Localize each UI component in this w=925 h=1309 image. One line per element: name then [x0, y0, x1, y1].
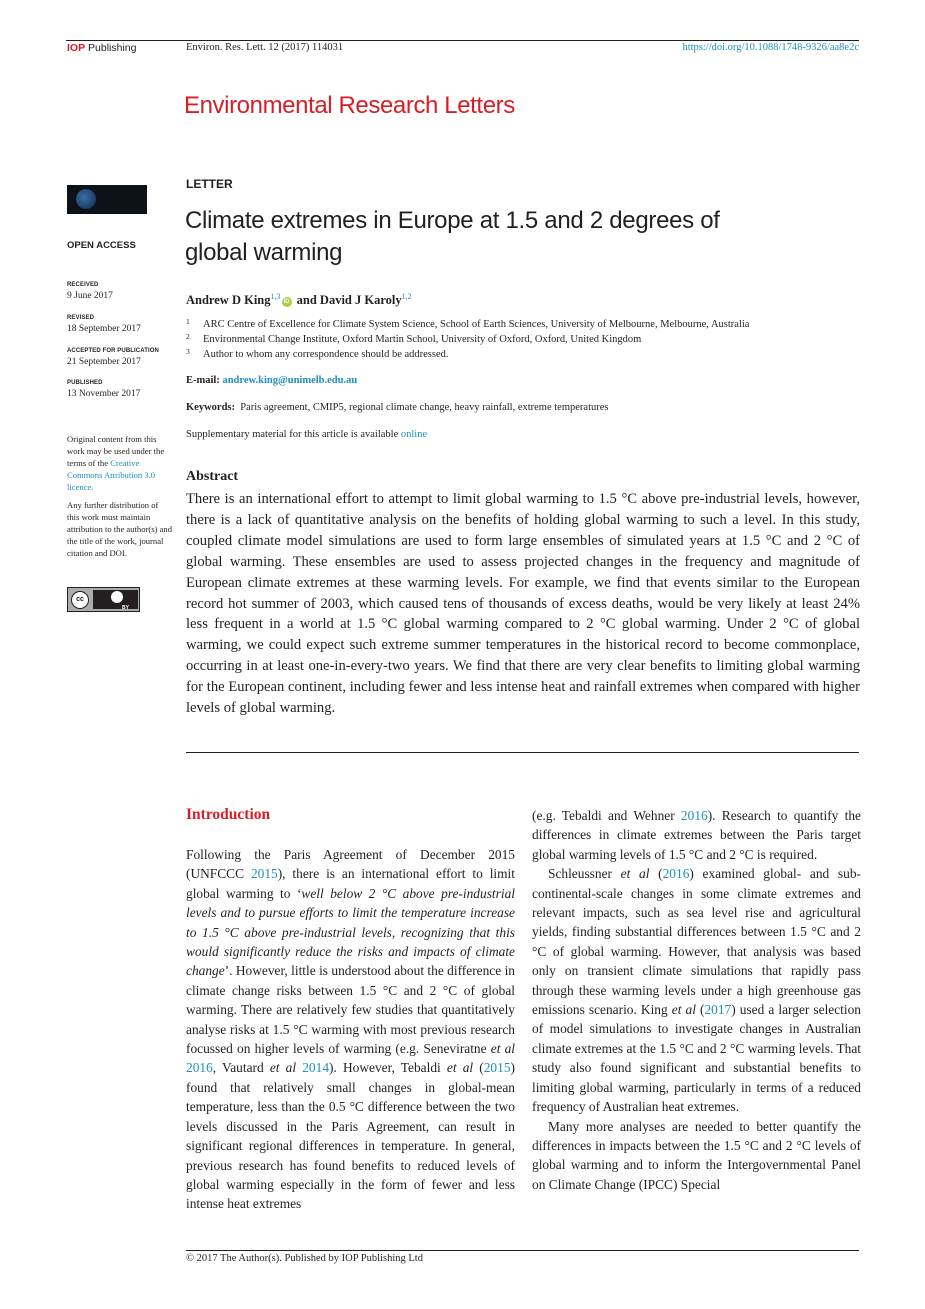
abstract-body: There is an international effort to attempt to limit global warming to 1.5 °C above pre-industrial levels, however, there is a lack of quantitative analysis on the benefits of holding global warming to such a level. In this study, coupled climate model simulations are used to form large ensembles of simulated years at 1.5 °C and 2 °C of global warming. These ensembles are used to assess projected changes in the frequency and magnitude of European climate extremes at these warming levels. For example, we find that events similar to the European record hot summer of 2003, which caused tens of thousands of excess deaths, would be very likely at least 24% less frequent in a world at 1.5 °C global warming compared to 2 °C global warming. Under 2 °C of global warming, we could expect such extreme summer temperatures in the historical record to become commonplace, occurring in at least one-in-every-two years. We find that there are very clear benefits to limiting global warming for the European continent, including fewer and less intense heat and rainfall extremes when compared with higher levels of global warming. [186, 491, 860, 717]
license-notice [67, 433, 172, 559]
affiliation-text: ARC Centre of Excellence for Climate System Science, School of Earth Sciences, University of Melbourne, Melbourne, Australia [203, 319, 750, 330]
italic-text: et al [446, 1060, 474, 1076]
date-value: 18 September 2017 [67, 323, 141, 334]
publisher-rest: Publishing [85, 42, 137, 54]
italic-text: et al [620, 866, 650, 882]
cc-icon: cc [71, 591, 89, 609]
abstract-heading: Abstract [186, 469, 239, 484]
header-rule [66, 40, 859, 41]
citation-link[interactable]: 2016 [662, 866, 690, 882]
date-label: RECEIVED [67, 282, 99, 288]
keywords-label: Keywords: [186, 402, 235, 413]
citation-link[interactable]: 2014 [302, 1060, 330, 1076]
attribution-person-icon [111, 591, 123, 603]
license-link[interactable]: Creative Commons Attribution 3.0 licence. [67, 458, 156, 492]
text-run: Following the Paris Agreement of December 2015 (UNFCCC [186, 847, 515, 882]
section-heading-introduction: Introduction [186, 806, 271, 823]
copyright-footer: © 2017 The Author(s). Published by IOP Publishing Ltd [186, 1253, 423, 1264]
globe-icon [76, 189, 96, 209]
italic-text: et al [269, 1060, 297, 1076]
italic-text: et al [490, 1041, 515, 1057]
text-run: ( [473, 1060, 484, 1076]
keywords [186, 402, 608, 413]
supplementary-text: Supplementary material for this article is available [186, 429, 401, 440]
text-run: ( [695, 1002, 705, 1018]
doi-link[interactable]: https://doi.org/10.1088/1748-9326/aa8e2c [682, 42, 859, 53]
paragraph [186, 845, 515, 1214]
date-value: 9 June 2017 [67, 290, 113, 301]
publisher-logo [67, 42, 136, 54]
article-title: Climate extremes in Europe at 1.5 and 2 degrees of global warming [185, 207, 720, 266]
affiliation-text: Author to whom any correspondence should be addressed. [203, 349, 449, 360]
email-link[interactable]: andrew.king@unimelb.edu.au [222, 375, 358, 386]
italic-text: et al [671, 1002, 696, 1018]
author-affiliation-sup[interactable]: 1,2 [401, 292, 412, 301]
supplementary-link[interactable]: online [400, 429, 428, 440]
paragraph [532, 806, 861, 864]
text-run: , Vautard [212, 1060, 270, 1076]
orcid-icon[interactable]: iD [283, 299, 290, 306]
text-run: Many more analyses are needed to better quantify the differences in impacts between the 1.5 °C and 2 °C levels of global warming and to inform the Intergovernmental Panel on Climate Change (IPCC) Special [532, 1118, 861, 1192]
affiliation-number: 1 [186, 317, 190, 326]
text-run: ), there is an international effort to limit global warming to ‘ [186, 866, 515, 901]
author-name[interactable]: David J Karoly [319, 293, 402, 308]
publisher-brand: IOP [67, 42, 86, 54]
text-run: ). Research to quantify the differences in climate extremes between the Paris target global warming levels of 1.5 °C and 2 °C is required. [532, 808, 861, 862]
affiliation-text: Environmental Change Institute, Oxford Martin School, University of Oxford, Oxford, United Kingdom [203, 334, 642, 345]
body-column-left [186, 845, 515, 1214]
author-affiliation-sup[interactable]: 1,3 [270, 292, 281, 301]
text-run: Schleussner [548, 866, 621, 882]
date-label: PUBLISHED [67, 380, 103, 386]
author-list [186, 292, 412, 308]
article-type: LETTER [186, 177, 233, 191]
date-value: 13 November 2017 [67, 388, 141, 399]
citation-link[interactable]: 2015 [250, 866, 278, 882]
text-run: ’. However, little is understood about the difference in climate change risks between 1.5 °C and 2 °C of global warming. There are relatively few studies that quantitatively analyse risks at 1.5 °C warming with most previous research focussed on higher levels of warming (e.g. Seneviratne [186, 963, 515, 1057]
journal-cover-thumbnail [67, 185, 147, 214]
journal-citation: Environ. Res. Lett. 12 (2017) 114031 [186, 42, 344, 53]
text-run: ) examined global- and sub-continental-scale changes in some climate extremes and relevant impacts, such as sea level rise and agricultural yields, finding substantial differences between 1.5 °C and 2 °C of global warming. However, that analysis was based only on transient climate simulations that rapidly pass through these warming levels under a high greenhouse gas emissions scenario. King [532, 866, 861, 1018]
text-run: ) used a larger selection of model simulations to investigate changes in Australian climate extremes at the 1.5 °C and 2 °C warming levels. That study also found significant and substantial benefits to limiting global warming, particularly in terms of a reduced frequency of Australian heat extremes. [532, 1002, 862, 1115]
corresponding-email [186, 375, 357, 386]
date-value: 21 September 2017 [67, 356, 141, 367]
text-run: (e.g. Tebaldi and Wehner [532, 808, 681, 823]
keywords-text: Paris agreement, CMIP5, regional climate change, heavy rainfall, extreme temperatures [240, 402, 609, 413]
by-label: BY [122, 605, 129, 611]
paragraph [532, 1117, 861, 1195]
date-label: ACCEPTED FOR PUBLICATION [67, 348, 159, 354]
supplementary-note [186, 429, 427, 440]
italic-text: well below 2 °C above pre-industrial levels and to pursue efforts to limit the temperature increase to 1.5 °C above pre-industrial levels, recognizing that this would significantly reduce the risks and impacts of climate change [186, 885, 515, 979]
date-label: REVISED [67, 315, 95, 321]
text-run: ). However, Tebaldi [329, 1060, 447, 1076]
date-accepted [67, 346, 159, 367]
abstract-rule [186, 752, 859, 753]
license-text: Original content from this work may be used under the terms of the [67, 434, 165, 468]
author-joiner: and [293, 293, 320, 308]
journal-title: Environmental Research Letters [184, 92, 515, 119]
author-name[interactable]: Andrew D King [186, 293, 271, 308]
cc-by-badge[interactable] [67, 587, 140, 612]
affiliation-number: 3 [186, 347, 190, 356]
email-label: E-mail: [186, 375, 220, 386]
affiliation [186, 345, 449, 362]
body-column-right [532, 806, 861, 1194]
affiliation-number: 2 [186, 332, 190, 341]
paragraph [532, 864, 861, 1116]
date-revised [67, 313, 141, 334]
by-block [93, 590, 138, 609]
license-text-2: Any further distribution of this work must maintain attribution to the author(s) and the title of the work, journal citation and DOI. [67, 500, 173, 558]
citation-link[interactable]: 2016 [680, 808, 708, 823]
open-access-label: OPEN ACCESS [67, 240, 136, 251]
footer-rule [186, 1250, 859, 1251]
text-run: ) found that relatively small changes in global-mean temperature, less than the 0.5 °C difference between the two levels discussed in the Paris Agreement, can result in significant regional differences in temperature. In general, previous research has found benefits to reduced levels of global warming especially in the form of fewer and less intense heat extremes [186, 1060, 515, 1212]
date-published [67, 378, 140, 399]
text-run: ( [649, 866, 663, 882]
citation-link[interactable]: 2016 [186, 1060, 213, 1076]
citation-link[interactable]: 2015 [483, 1060, 511, 1076]
date-received [67, 280, 113, 301]
citation-link[interactable]: 2017 [704, 1002, 732, 1018]
